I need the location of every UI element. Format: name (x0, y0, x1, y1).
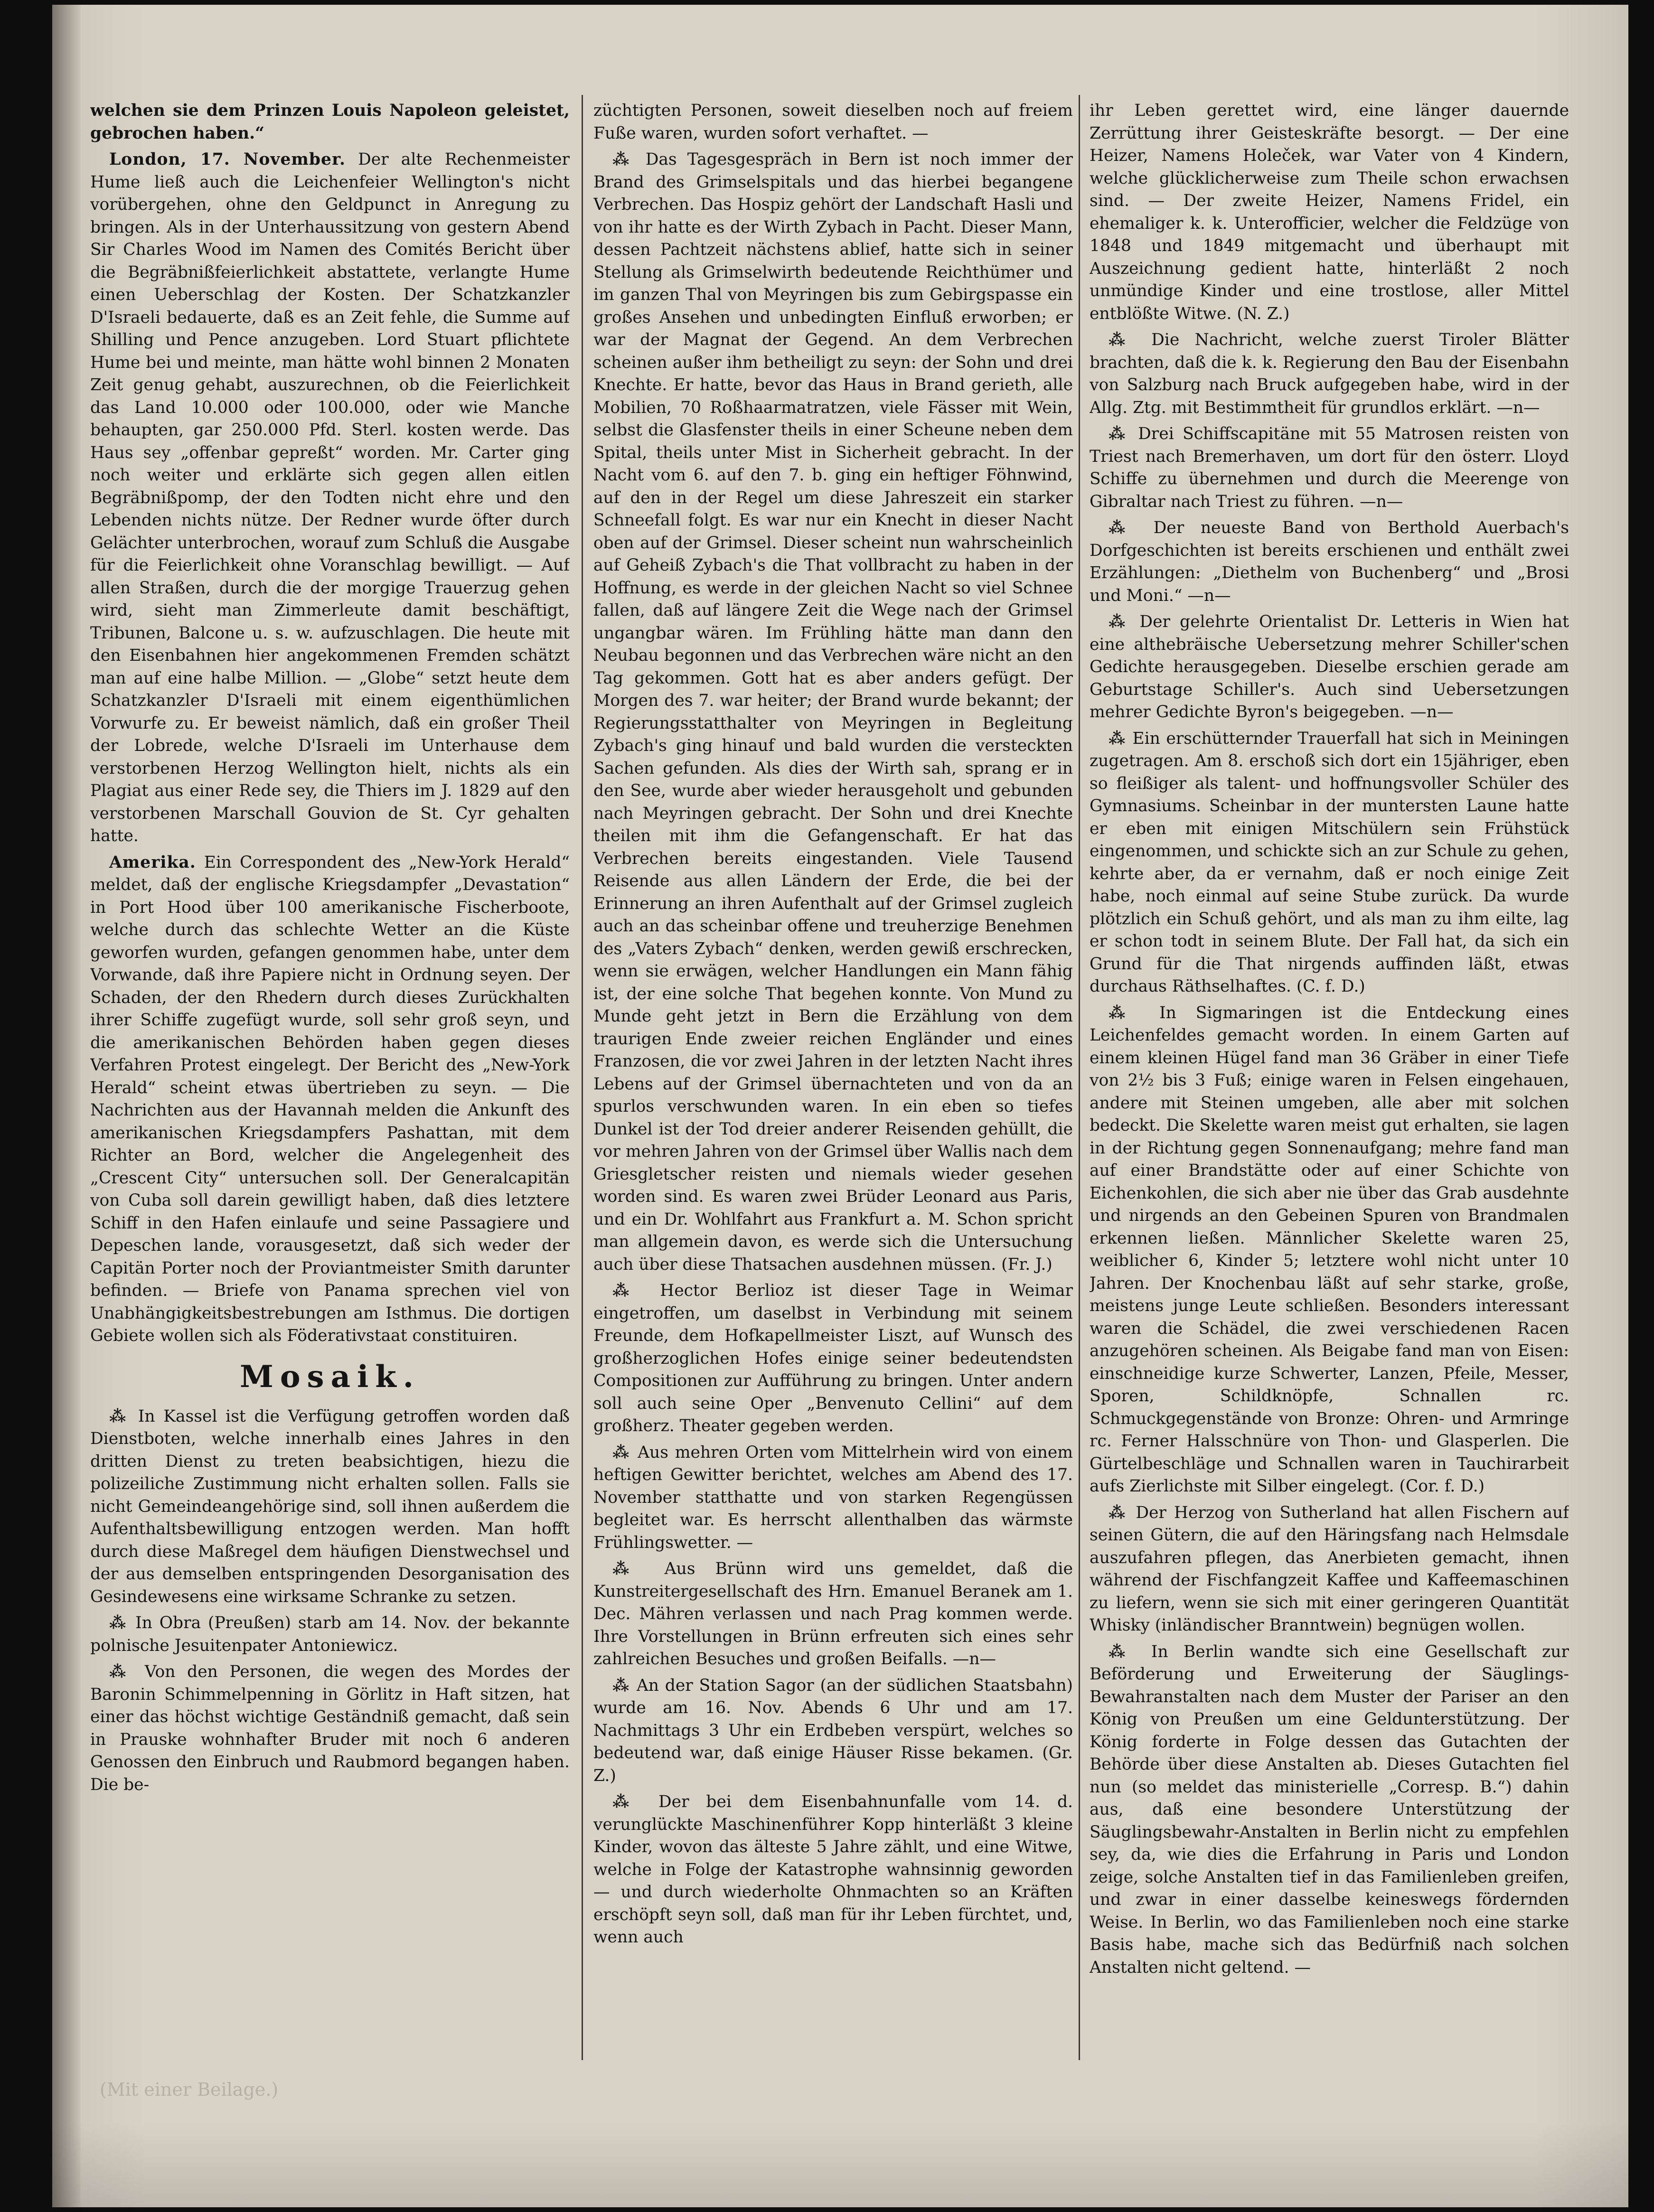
notice-goerlitz (90, 1661, 570, 1796)
notice-goerlitz-text: Von den Personen, die wegen des Mordes der Baronin Schimmelpenning in Görlitz in Haft sitzen, hat einer das höchst wichtige Geständniß gemacht, daß sein in Prauske wohnhafter Bruder mit noch 6 anderen Genossen den Einbruch und Raubmord begangen haben. Die be- (90, 1662, 570, 1794)
asterism-icon: ⁂ (109, 1662, 145, 1681)
notice-berlin (1090, 1641, 1569, 1979)
notice-mittelrhein-text: Aus mehren Orten vom Mittelrhein wird von einem heftigen Gewitter berichtet, welches am Abend des 17. November statthatte und von starken Regengüssen begleitet war. Es herrscht allenthalben das wärmste Frühlingswetter. — (593, 1443, 1073, 1552)
notice-letteris (1090, 611, 1569, 724)
asterism-icon: ⁂ (612, 1443, 638, 1462)
asterism-icon: ⁂ (1109, 1642, 1151, 1661)
notice-grimsel-text: Das Tagesgespräch in Bern ist noch immer der Brand des Grimselspitals und das hierbei begangene Verbrechen. Das Hospiz gehört der Landschaft Hasli und von ihr hatte es der Wirth Zybach in Pacht. Dieser Mann, dessen Pachtzeit nächstens ablief, hatte sich in seiner Stellung als Grimselwirth bedeutende Reichthümer und im ganzen Thal von Meyringen bis zum Gebirgspasse ein großes Ansehen und unbedingten Einfluß erworben; er war der Magnat der Gegend. An dem Verbrechen scheinen außer ihm betheiligt zu seyn: der Sohn und drei Knechte. Er hatte, bevor das Haus in Brand gerieth, alle Mobilien, 70 Roßhaarmatratzen, viele Fässer mit Wein, selbst die Glasfenster theils in einer Scheune neben dem Spital, theils unter Mist in Sicherheit gebracht. In der Nacht vom 6. auf den 7. b. ging ein heftiger Föhnwind, auf den in der Regel um diese Jahreszeit ein starker Schneefall folgt. Es war nur ein Knecht in dieser Nacht oben auf der Grimsel. Dieser scheint nun wahrscheinlich auf Geheiß Zybach's die That vollbracht zu haben in der Hoffnung, es werde in der gleichen Nacht so viel Schnee fallen, daß auf längere Zeit die Wege nach der Grimsel ungangbar wären. Im Frühling hätte man dann den Neubau begonnen und das Verbrechen wäre nicht an den Tag gekommen. Gott hat es aber anders gefügt. Der Morgen des 7. war heiter; der Brand wurde bekannt; der Regierungsstatthalter von Meyringen in Begleitung Zybach's ging hinauf und bald wurden die versteckten Sachen gefunden. Als dies der Wirth sah, sprang er in den See, wurde aber wieder herausgeholt und gebunden nach Meyringen gebracht. Der Sohn und drei Knechte theilen mit ihm die Gefangenschaft. Er hat das Verbrechen bereits eingestanden. Viele Tausend Reisende aus allen Ländern der Erde, die bei der Erinnerung an ihren Aufenthalt auf der Grimsel zugleich auch an das scheinbar offene und treuherzige Benehmen des „Vaters Zybach“ denken, werden gewiß erschrecken, wenn sie erwägen, welcher Handlungen ein Mann fähig ist, der eine solche That begehen konnte. Von Mund zu Munde geht jetzt in Bern die Erzählung von dem traurigen Ende zweier reichen Engländer und eines Franzosen, die vor zwei Jahren in der letzten Nacht ihres Lebens auf der Grimsel übernachteten und von da an spurlos verschwunden waren. In ein eben so tiefes Dunkel ist der Tod dreier anderer Reisenden gehüllt, die vor mehren Jahren von der Grimsel über Wallis nach dem Griesgletscher reisten und niemals wieder gesehen worden sind. Es waren zwei Brüder Leonard aus Paris, und ein Dr. Wohlfahrt aus Frankfurt a. M. Schon spricht man allgemein davon, es werde sich die Untersuchung auch über diese Thatsachen ausdehnen müssen. (Fr. J.) (593, 150, 1073, 1274)
notice-letteris-text: Der gelehrte Orientalist Dr. Letteris in Wien hat eine althebräische Uebersetzung mehrer Schiller'schen Gedichte herausgegeben. Dieselbe erschien gerade am Geburtstage Schiller's. Auch sind Uebersetzungen mehrer Gedichte Byron's beigegeben. —n— (1090, 612, 1569, 722)
notice-kopp-text: Der bei dem Eisenbahnunfalle vom 14. d. verunglückte Maschinenführer Kopp hinterläßt 3 kleine Kinder, wovon das älteste 5 Jahre zählt, und eine Witwe, welche in Folge der Katastrophe wahnsinnig geworden — und durch wiederholte Ohnmachten so an Kräften erschöpft seyn soll, daß man für ihr Leben fürchtet, und, wenn auch (593, 1792, 1073, 1947)
notice-berlioz (593, 1280, 1073, 1438)
notice-berlin-text: In Berlin wandte sich eine Gesellschaft zur Beförderung und Erweiterung der Säuglings-Bewahranstalten nach dem Muster der Pariser an den König von Preußen um eine Geldunterstützung. Der König forderte in Folge dessen das Gutachten der Behörde über diese Anstalten ab. Dieses Gutachten fiel nun (so meldet das ministerielle „Corresp. B.“) dahin aus, daß eine besondere Unterstützung der Säuglingsbewahr-Anstalten in Berlin nicht zu empfehlen sey, da, wie dies die Erfahrung in Paris und London zeige, solche Anstalten tief in das Familienleben greifen, und zwar in einer dasselbe keineswegs fördernden Weise. In Berlin, wo das Familienleben noch eine starke Basis habe, mache sich das Bedürfniß nach solchen Anstalten nicht geltend. — (1090, 1642, 1569, 1977)
asterism-icon: ⁂ (109, 1406, 138, 1426)
notice-obra-text: In Obra (Preußen) starb am 14. Nov. der bekannte polnische Jesuitenpater Antoniewicz. (90, 1613, 570, 1655)
notice-sutherland-text: Der Herzog von Sutherland hat allen Fischern auf seinen Gütern, die auf den Häringsfang nach Helmsdale auszufahren pflegen, das Anerbieten gemacht, ihnen während der Fischfangzeit Kaffee und Kaffeemaschinen zu liefern, wenn sie sich mit einer geringeren Quantität Whisky (inländischer Branntwein) begnügen wollen. (1090, 1503, 1569, 1635)
amerika-body: Ein Correspondent des „New-York Herald“ meldet, daß der englische Kriegsdampfer „Devastation“ in Port Hood über 100 amerikanische Fischerboote, welche durch das schlechte Wetter an die Küste geworfen wurden, gefangen genommen habe, unter dem Vorwande, daß ihre Papiere nicht in Ordnung seyen. Der Schaden, der den Rhedern durch dieses Zurückhalten ihrer Schiffe zugefügt wurde, soll sehr groß seyn, und die amerikanischen Behörden haben gegen dieses Verfahren Protest eingelegt. Der Bericht des „New-York Herald“ scheint etwas übertrieben zu seyn. — Die Nachrichten aus der Havannah melden die Ankunft des amerikanischen Kriegsdampfers Pashattan, mit dem Richter an Bord, welcher die Angelegenheit des „Crescent City“ untersuchen soll. Der Generalcapitän von Cuba soll darein gewilligt haben, daß dies letztere Schiff in den Hafen einlaufe und seine Passagiere und Depeschen lande, vorausgesetzt, daß sich weder der Capitän Porter noch der Proviantmeister Smith darunter befinden. — Briefe von Panama sprechen viel von Unabhängigkeitsbestrebungen am Isthmus. Die dortigen Gebiete wollen sich als Föderativstaat constituiren. (90, 853, 570, 1345)
notice-meiningen (1090, 728, 1569, 998)
asterism-icon: ⁂ (1109, 424, 1138, 443)
notice-kassel (90, 1406, 570, 1609)
asterism-icon: ⁂ (1109, 330, 1152, 349)
notice-kopp (593, 1791, 1073, 1949)
column-3 (1090, 100, 1569, 2074)
column-rule-1 (582, 95, 583, 2060)
column-1 (90, 100, 570, 2074)
asterism-icon: ⁂ (1109, 612, 1140, 631)
notice-auerbach-text: Der neueste Band von Berthold Auerbach's Dorfgeschichten ist bereits erschienen und enthält zwei Erzählungen: „Diethelm von Buchenberg“ und „Brosi und Moni.“ —n— (1090, 518, 1569, 605)
notice-bruenn (593, 1558, 1073, 1671)
notice-bruenn-text: Aus Brünn wird uns gemeldet, daß die Kunstreitergesellschaft des Hrn. Emanuel Beranek am 1. Dec. Mähren verlassen und nach Prag kommen werde. Ihre Vorstellungen in Brünn erfreuten sich eines sehr zahlreichen Besuches und großen Beifalls. —n— (593, 1559, 1073, 1668)
newspaper-page (52, 5, 1628, 2207)
asterism-icon: ⁂ (1109, 518, 1154, 537)
notice-obra (90, 1612, 570, 1657)
article-london (90, 149, 570, 848)
notice-triest (1090, 423, 1569, 513)
amerika-dateline: Amerika. (109, 853, 196, 872)
page-bottom-shadow (52, 2122, 1628, 2207)
notice-sutherland (1090, 1502, 1569, 1637)
notice-mittelrhein (593, 1442, 1073, 1555)
notice-berlioz-text: Hector Berlioz ist dieser Tage in Weimar eingetroffen, um daselbst in Verbindung mit seinem Freunde, dem Hofkapellmeister Liszt, auf Wunsch des großherzoglichen Hofes einige seiner bedeutendsten Compositionen zur Aufführung zu bringen. Unter andern soll auch seine Oper „Benvenuto Cellini“ auf dem großherz. Theater gegeben werden. (593, 1281, 1073, 1435)
notice-meiningen-text: Ein erschütternder Trauerfall hat sich in Meiningen zugetragen. Am 8. erschoß sich dort ein 15jähriger, eben so fleißiger als talent- und hoffnungsvoller Schüler des Gymnasiums. Scheinbar in der muntersten Laune hatte er eben mit einigen Mitschülern sein Frühstück eingenommen, und schickte sich an zur Schule zu gehen, kehrte aber, da er vernahm, daß er noch einige Zeit habe, noch einmal auf seine Stube zurück. Da wurde plötzlich ein Schuß gehört, und als man zu ihm eilte, lag er schon todt in seinem Blute. Der Fall hat, da sich ein Grund für die That nirgends auffinden läßt, etwas durchaus Räthselhaftes. (C. f. D.) (1090, 729, 1569, 996)
notice-goerlitz-cont: züchtigten Personen, soweit dieselben noch auf freiem Fuße waren, wurden sofort verhaftet. — (593, 101, 1073, 143)
notice-kopp-cont: ihr Leben gerettet wird, eine länger dauernde Zerrüttung ihrer Geisteskräfte besorgt. — Der eine Heizer, Namens Holeček, war Vater von 4 Kindern, welche glücklicherweise zum Theile schon erwachsen sind. — Der zweite Heizer, Namens Fridel, ein ehemaliger k. k. Unterofficier, welcher die Feldzüge von 1848 und 1849 mitgemacht und überhaupt mit Auszeichnung gedient hatte, hinterläßt 2 noch unmündige Kinder und eine trostlose, aller Mittel entblößte Witwe. (N. Z.) (1090, 101, 1569, 323)
notice-auerbach (1090, 517, 1569, 607)
column-2 (593, 100, 1073, 2074)
asterism-icon: ⁂ (612, 1281, 660, 1300)
asterism-icon: ⁂ (1109, 1503, 1136, 1522)
asterism-icon: ⁂ (612, 1559, 665, 1578)
asterism-icon: ⁂ (612, 150, 646, 169)
asterism-icon: ⁂ (1109, 729, 1133, 748)
notice-kassel-text: In Kassel ist die Verfügung getroffen worden daß Dienstboten, welche innerhalb eines Jahres in den dritten Dienst zu treten beabsichtigen, hiezu die polizeiliche Zustimmung nicht erhalten sollen. Falls sie nicht Gemeindeangehörige sind, soll ihnen außerdem die Aufenthaltsbewilligung entzogen werden. Man hofft durch diese Maßregel dem häufigen Dienstwechsel und der aus demselben entspringenden Desorganisation des Gesindewesens eine wirksame Schranke zu setzen. (90, 1406, 570, 1606)
notice-sigmaringen-text: In Sigmaringen ist die Entdeckung eines Leichenfeldes gemacht worden. In einem Garten auf einem kleinen Hügel fand man 36 Gräber in einer Tiefe von 2½ bis 3 Fuß; einige waren in Felsen eingehauen, andere mit Steinen umgeben, alle aber mit solchen bedeckt. Die Skelette waren meist gut erhalten, sie lagen in der Richtung gegen Sonnenaufgang; mehre fand man auf einer Brandstätte oder auf einer Schichte von Eichenkohlen, die sich aber nie über das Grab ausdehnte und nirgends an den Gebeinen Spuren von Brandmalen erkennen ließen. Männlicher Skelette waren 25, weiblicher 6, Kinder 5; letztere wohl nicht unter 10 Jahren. Der Knochenbau läßt auf sehr starke, große, meistens junge Leute schließen. Besonders interessant waren die Schädel, die zwei verschiedenen Racen anzugehören scheinen. Als Beigabe fand man von Eisen: einschneidige kurze Schwerter, Lanzen, Pfeile, Messer, Sporen, Schildknöpfe, Schnallen rc. Schmuckgegenstände von Bronze: Ohren- und Armringe rc. Ferner Halsschnüre von Thon- und Glasperlen. Die Gürtelbeschläge und Schnallen waren in Tauchirarbeit aufs Zierlichste mit Silber eingelegt. (Cor. f. D.) (1090, 1003, 1569, 1496)
notice-tirol-text: Die Nachricht, welche zuerst Tiroler Blätter brachten, daß die k. k. Regierung den Bau der Eisenbahn von Salzburg nach Bruck aufgegeben habe, wird in der Allg. Ztg. mit Bestimmtheit für grundlos erklärt. —n— (1090, 330, 1569, 417)
column-rule-2 (1079, 95, 1080, 2060)
notice-sagor (593, 1675, 1073, 1788)
page-gutter-shadow (52, 5, 81, 2207)
article-amerika (90, 852, 570, 1348)
asterism-icon: ⁂ (612, 1676, 637, 1695)
london-body: Der alte Rechenmeister Hume ließ auch die Leichenfeier Wellington's nicht vorübergehen, ohne den Geldpunct in Anregung zu bringen. Als in der Unterhaussitzung von gestern Abend Sir Charles Wood im Namen des Comités Bericht über die Begräbnißfeierlichkeit abstattete, verlangte Hume einen Ueberschlag der Kosten. Der Schatzkanzler D'Israeli bedauerte, daß es an Zeit fehle, die Summe auf Shilling und Pence anzugeben. Lord Stuart pflichtete Hume bei und meinte, man hätte wohl binnen 2 Monaten Zeit genug gehabt, auszurechnen, ob die Feierlichkeit das Land 10.000 oder 100.000, oder wie Manche behaupten, gar 250.000 Pfd. Sterl. kosten werde. Das Haus sey „offenbar gepreßt“ worden. Mr. Carter ging noch weiter und erklärte sich gegen allen eitlen Begräbnißpomp, der den Todten nicht ehre und den Lebenden nichts nütze. Der Redner wurde öfter durch Gelächter unterbrochen, worauf zum Schluß die Ausgabe für die Feierlichkeit ohne Voranschlag bewilligt. — Auf allen Straßen, durch die der morgige Trauerzug gehen wird, sieht man Zimmerleute damit beschäftigt, Tribunen, Balcone u. s. w. aufzuschlagen. Die heute mit den Eisenbahnen hier angekommenen Fremden schätzt man auf eine halbe Million. — „Globe“ setzt heute dem Schatzkanzler D'Israeli mit einem eigenthümlichen Vorwurfe zu. Er beweist nämlich, daß ein großer Theil der Lobrede, welche D'Israeli im Unterhause dem verstorbenen Herzog Wellington hielt, nichts als ein Plagiat aus einer Rede sey, die Thiers im J. 1829 auf den verstorbenen Marschall Gouvion de St. Cyr gehalten hatte. (90, 150, 570, 845)
notice-tirol (1090, 329, 1569, 419)
notice-sigmaringen (1090, 1002, 1569, 1498)
london-dateline: London, 17. November. (109, 150, 346, 169)
bleed-through-text: (Mit einer Beilage.) (100, 2079, 279, 2100)
asterism-icon: ⁂ (109, 1613, 136, 1632)
asterism-icon: ⁂ (1109, 1003, 1160, 1022)
mosaik-heading: Mosaik. (240, 1359, 420, 1395)
notice-sagor-text: An der Station Sagor (an der südlichen Staatsbahn) wurde am 16. Nov. Abends 6 Uhr und am 17. Nachmittags 3 Uhr ein Erdbeben verspürt, welches so bedeutend war, daß einige Häuser Risse bekamen. (Gr. Z.) (593, 1676, 1073, 1785)
asterism-icon: ⁂ (612, 1792, 658, 1811)
notice-triest-text: Drei Schiffscapitäne mit 55 Matrosen reisten von Triest nach Bremerhaven, um dort für den österr. Lloyd Schiffe zu übernehmen und durch die Meerenge von Gibraltar nach Triest zu führen. —n— (1090, 424, 1569, 511)
paragraph-napoleon-end: welchen sie dem Prinzen Louis Napoleon geleistet, gebrochen haben.“ (90, 101, 570, 143)
notice-grimsel (593, 149, 1073, 1276)
